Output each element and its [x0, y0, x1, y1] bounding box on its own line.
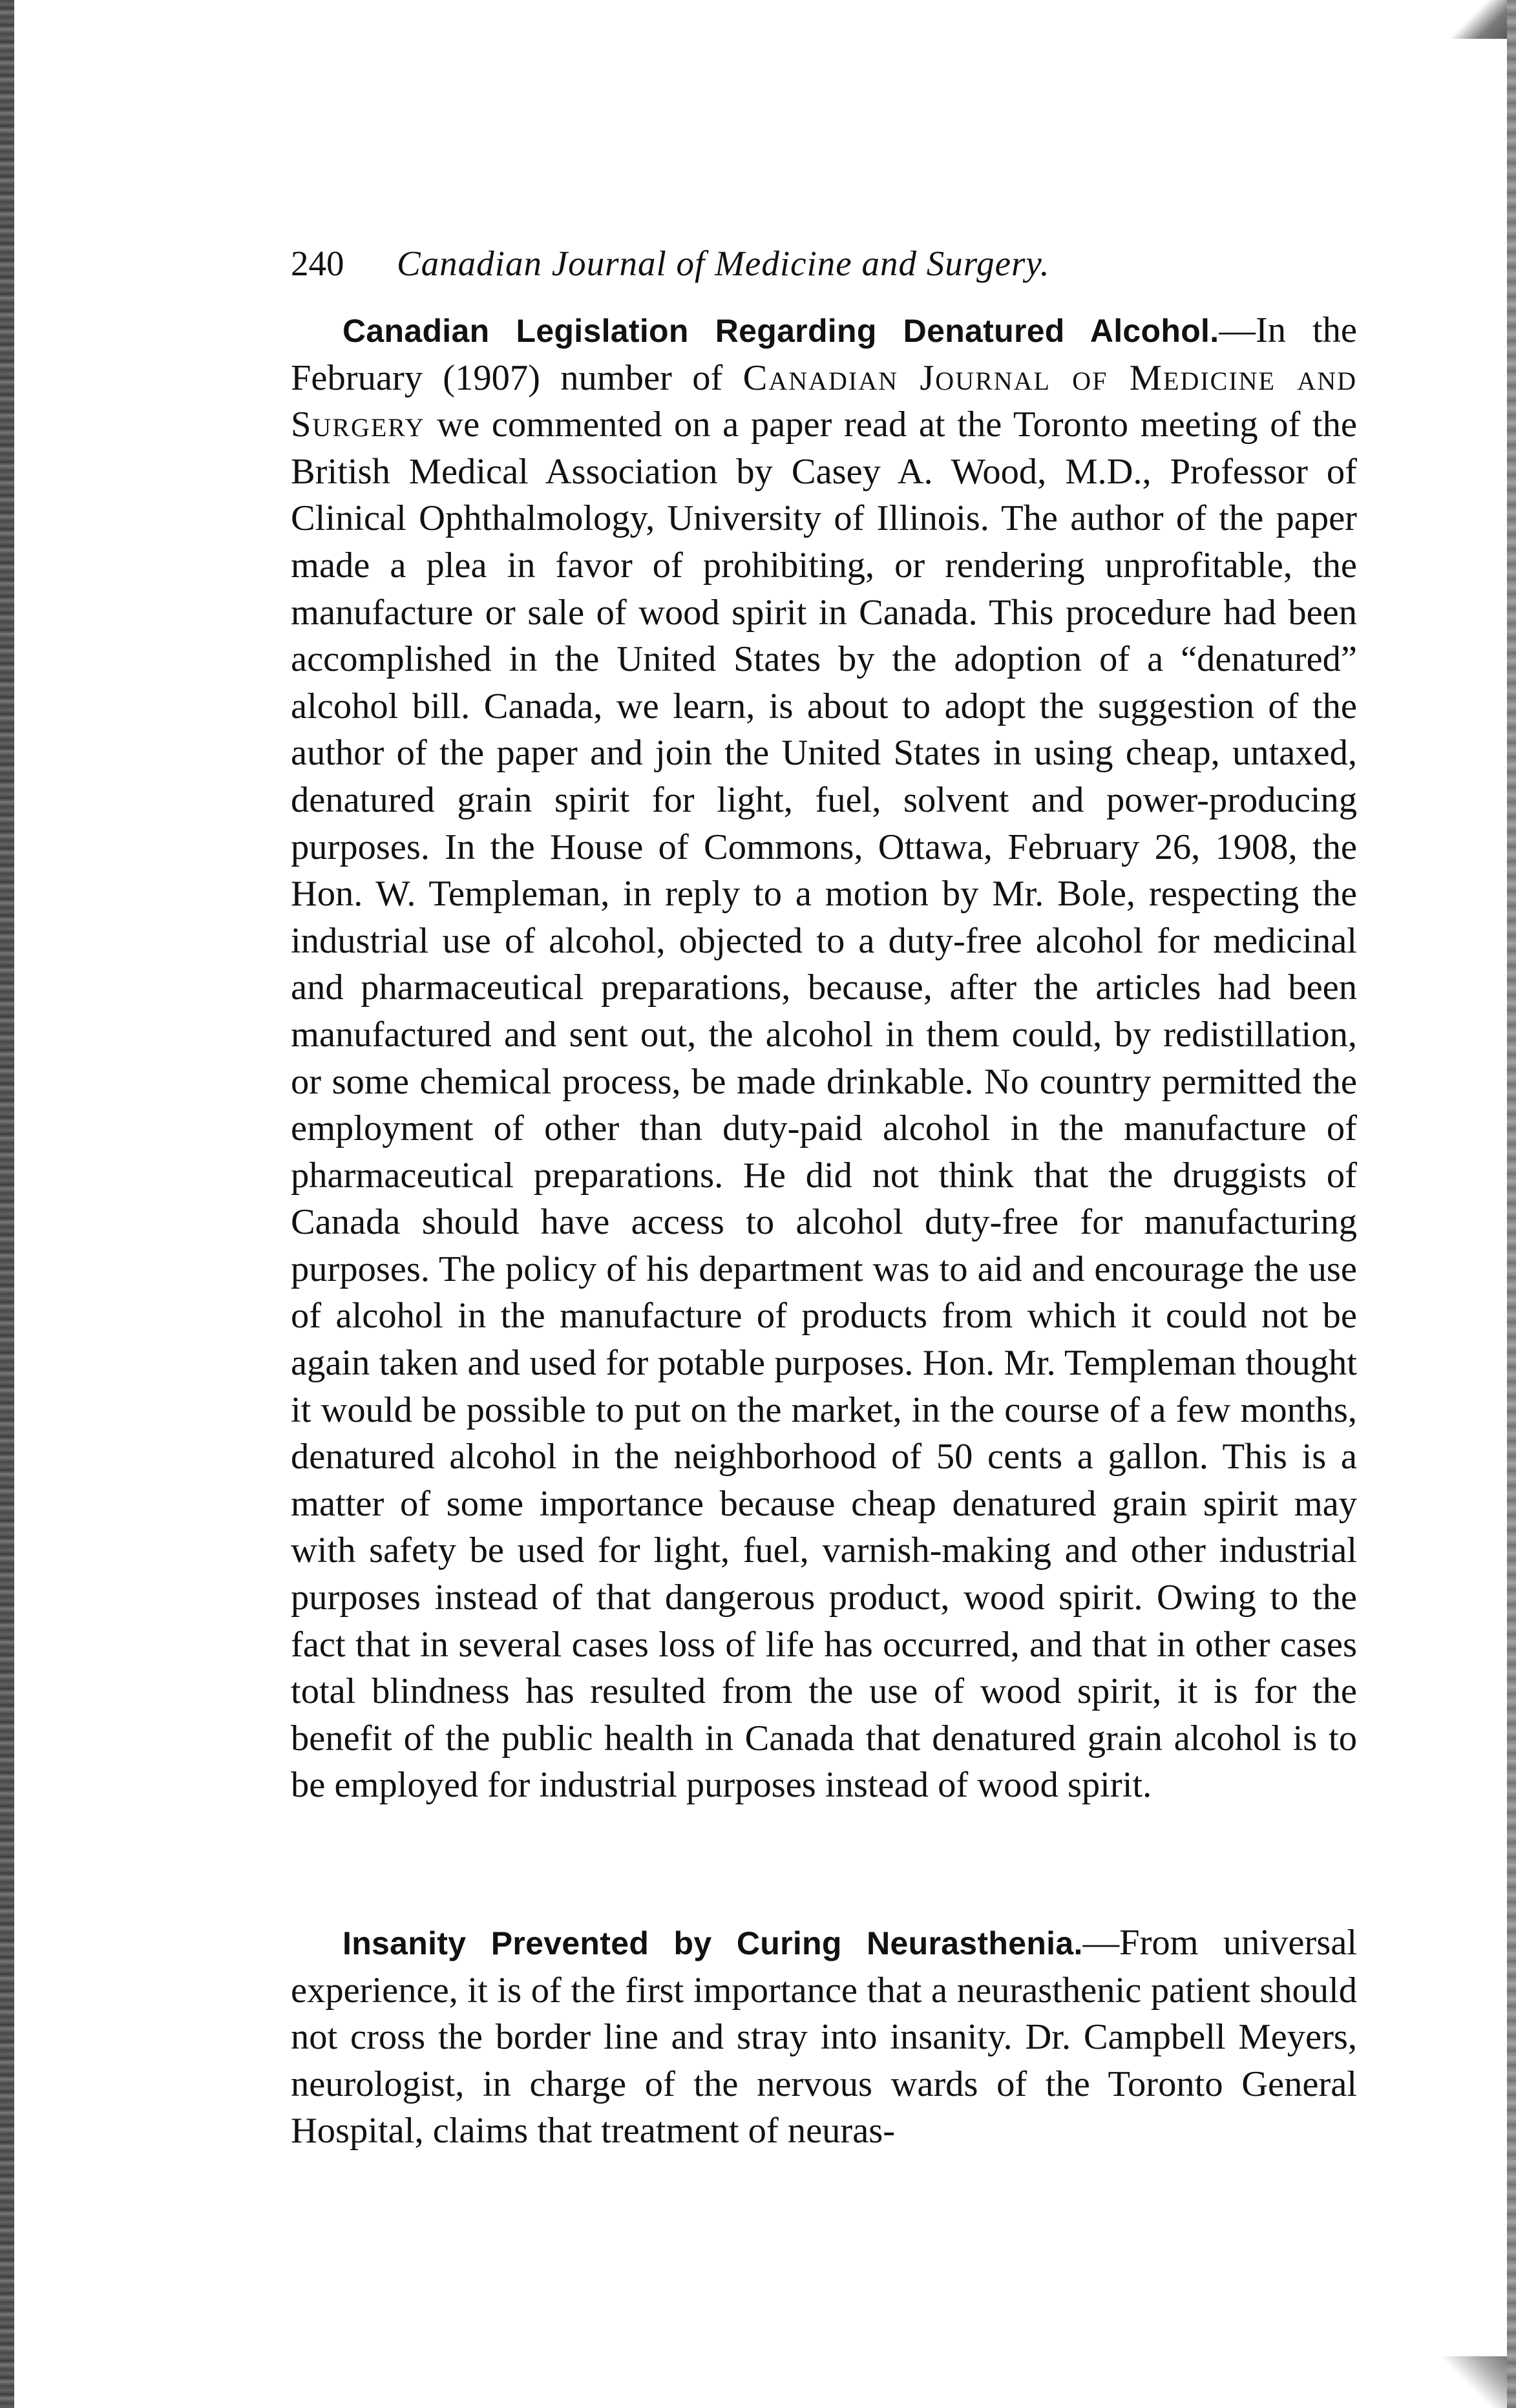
journal-title: Canadian Journal of Medicine and Surgery. [397, 244, 1050, 283]
article-denatured-alcohol [291, 307, 1357, 1809]
scan-corner-mark-bottom [1436, 2356, 1507, 2408]
article-body-text: —From universal experience, it is of the first importance that a neurasthenic patient should not cross the border line and stray into insanity. Dr. Campbell Meyers, neurologist, in charge of the nervous wards of the Toronto General Hospital, claims that treatment of neuras- [291, 1923, 1357, 2151]
running-head [291, 238, 1221, 290]
article-neurasthenia [291, 1919, 1357, 2155]
article-paragraph [291, 307, 1357, 1809]
article-body-text: we commented on a paper read at the Toronto meeting of the British Medical Association by Casey A. Wood, M.D., Professor of Clinical Ophthalmology, University of Illinois. The author of the paper made a plea in favor of prohibiting, or rendering unprofitable, the manufacture or sale of wood spirit in Canada. This procedure had been accomplished in the United States by the adoption of a “denatured” alcohol bill. Canada, we learn, is about to adopt the suggestion of the author of the paper and join the United States in using cheap, untaxed, denatured grain spirit for light, fuel, solvent and power-producing purposes. In the House of Commons, Ottawa, February 26, 1908, the Hon. W. Templeman, in reply to a motion by Mr. Bole, respecting the industrial use of alcohol, objected to a duty-free alcohol for medicinal and pharmaceutical preparations, because, after the articles had been manufactured and sent out, the alcohol in them could, by redistillation, or some chemical process, be made drinkable. No country permitted the employment of other than duty-paid alcohol in the manufacture of pharmaceutical preparations. He did not think that the druggists of Canada should have access to alcohol duty-free for manufacturing purposes. The policy of his department was to aid and encourage the use of alcohol in the manufacture of products from which it could not be again taken and used for potable purposes. Hon. Mr. Templeman thought it would be possible to put on the market, in the course of a few months, denatured alcohol in the neighborhood of 50 cents a gallon. This is a matter of some importance because cheap denatured grain spirit may with safety be used for light, fuel, varnish-making and other industrial purposes instead of that dangerous product, wood spirit. Owing to the fact that in several cases loss of life has occurred, and that in other cases total blindness has resulted from the use of wood spirit, it is for the benefit of the public health in Canada that denatured grain alcohol is to be employed for industrial purposes instead of wood spirit. [291, 405, 1357, 1806]
scan-binding-edge-right [1507, 0, 1516, 2408]
page-number: 240 [291, 244, 344, 283]
article-lead-text: —In the February (1907) number of [291, 310, 1357, 398]
scan-binding-edge-left [0, 0, 14, 2408]
scan-corner-mark-top [1449, 0, 1507, 39]
journal-name-reference: Canadian Journal of Medicine and Surgery [291, 357, 1357, 445]
article-paragraph [291, 1919, 1357, 2155]
article-heading: Canadian Legislation Regarding Denatured Alcohol. [342, 313, 1219, 349]
article-heading: Insanity Prevented by Curing Neurasthenia. [342, 1925, 1083, 1961]
